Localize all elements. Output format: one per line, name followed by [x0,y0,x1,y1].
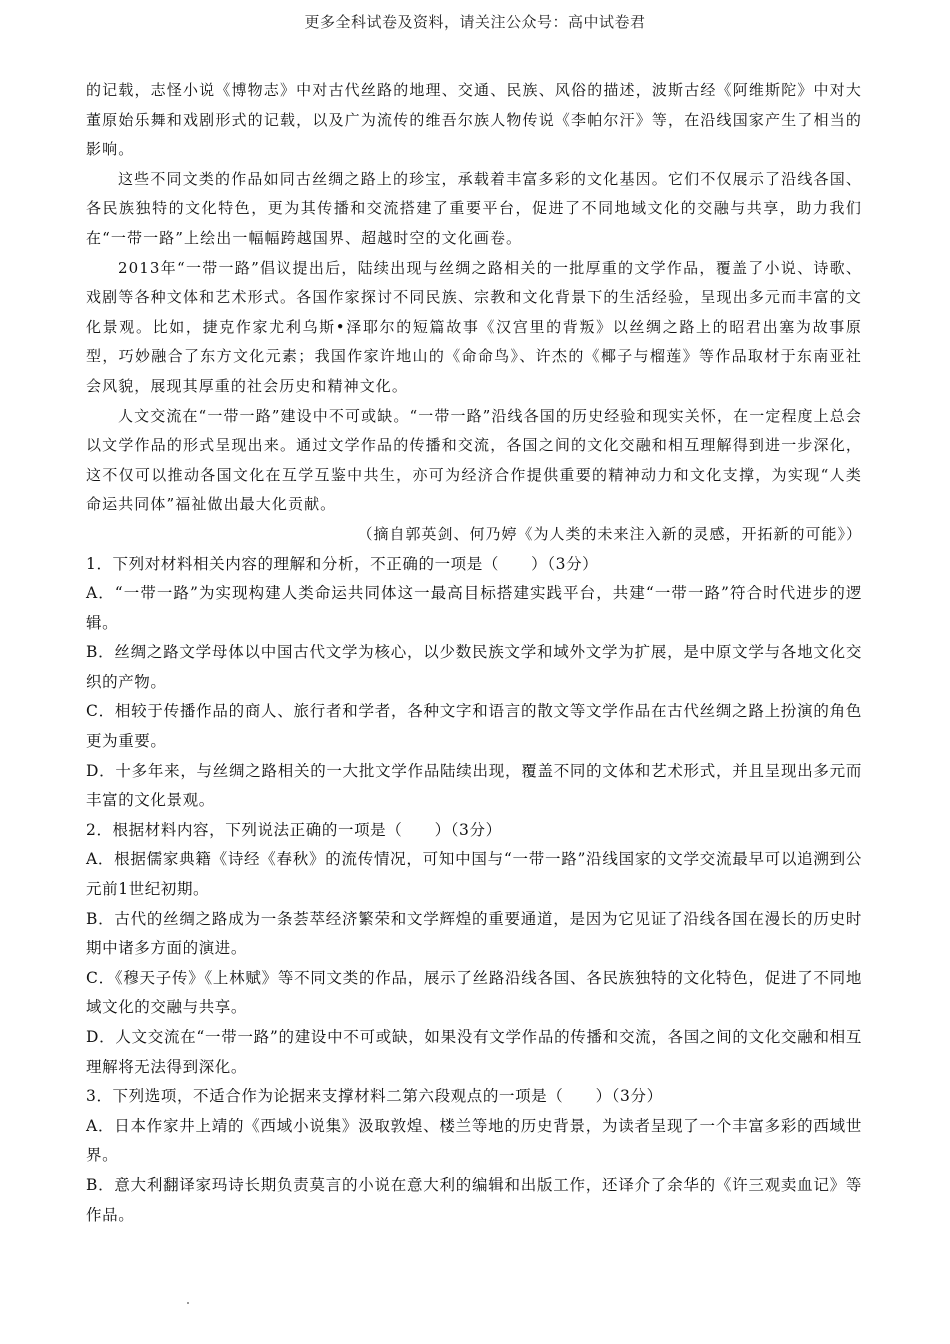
option-b: B．古代的丝绸之路成为一条荟萃经济繁荣和文学辉煌的重要通道，是因为它见证了沿线各国在漫长的历史时期中诸多方面的演进。 [86,909,862,958]
option-d: D．十多年来，与丝绸之路相关的一大批文学作品陆续出现，覆盖不同的文体和艺术形式，并且呈现出多元而丰富的文化景观。 [86,761,862,810]
option-c: C．《穆天子传》《上林赋》等不同文类的作品，展示了丝路沿线各国、各民族独特的文化特色，促进了不同地域文化的交融与共享。 [86,968,862,1017]
question-stem: 2．根据材料内容，下列说法正确的一项是（ ）（3分） [86,820,502,839]
option-a: A．“一带一路”为实现构建人类命运共同体这一最高目标搭建实践平台，共建“一带一路”符合时代进步的逻辑。 [86,584,862,632]
document-body [86,76,862,1230]
passage-paragraph: 的记载，志怪小说《博物志》中对古代丝路的地理、交通、民族、风俗的描述，波斯古经《阿维斯陀》中对大董原始乐舞和戏剧形式的记载，以及广为流传的维吾尔族人物传说《李帕尔汗》等，在沿线国家产生了相当的影响。 [86,81,862,159]
question-3 [86,1082,862,1230]
option-b: B．丝绸之路文学母体以中国古代文学为核心，以少数民族文学和域外文学为扩展，是中原文学与各地文化交织的产物。 [86,643,862,691]
passage-paragraph: 人文交流在“一带一路”建设中不可或缺。“一带一路”沿线各国的历史经验和现实关怀，在一定程度上总会以文学作品的形式呈现出来。通过文学作品的传播和交流，各国之间的文化交融和相互理解得到进一步深化，这不仅可以推动各国文化在互学互鉴中共生，亦可为经济合作提供重要的精神动力和文化支撑，为实现“人类命运共同体”福祉做出最大化贡献。 [86,406,862,514]
question-stem: 3．下列选项，不适合作为论据来支撑材料二第六段观点的一项是（ ）（3分） [86,1087,663,1106]
page-mark [187,1302,189,1304]
passage-paragraph: 2013年“一带一路”倡议提出后，陆续出现与丝绸之路相关的一批厚重的文学作品，覆盖了小说、诗歌、戏剧等各种文体和艺术形式。各国作家探讨不同民族、宗教和文化背景下的生活经验，呈现出多元而丰富的文化景观。比如，捷克作家尤利乌斯•泽耶尔的短篇故事《汉宫里的背叛》以丝绸之路上的昭君出塞为故事原型，巧妙融合了东方文化元素；我国作家许地山的《命命鸟》、许杰的《椰子与榴莲》等作品取材于东南亚社会风貌，展现其厚重的社会历史和精神文化。 [86,258,862,395]
option-c: C．相较于传播作品的商人、旅行者和学者，各种文字和语言的散文等文学作品在古代丝绸之路上扮演的角色更为重要。 [86,702,862,751]
option-d: D．人文交流在“一带一路”的建设中不可或缺，如果没有文学作品的传播和交流，各国之间的文化交融和相互理解将无法得到深化。 [86,1028,862,1076]
question-stem: 1．下列对材料相关内容的理解和分析，不正确的一项是（ ）（3分） [86,554,599,573]
question-1 [86,550,862,816]
question-2 [86,816,862,1082]
page-header: 更多全科试卷及资料，请关注公众号：高中试卷君 [304,13,646,31]
passage-source: （摘自郭英剑、何乃婷《为人类的未来注入新的灵感，开拓新的可能》） [357,524,862,543]
option-b: B．意大利翻译家玛诗长期负责莫言的小说在意大利的编辑和出版工作，还译介了余华的《许三观卖血记》等作品。 [86,1175,862,1224]
option-a: A．根据儒家典籍《诗经《春秋》的流传情况，可知中国与“一带一路”沿线国家的文学交流最早可以追溯到公元前1世纪初期。 [86,850,862,899]
passage-paragraph: 这些不同文类的作品如同古丝绸之路上的珍宝，承载着丰富多彩的文化基因。它们不仅展示了沿线各国、各民族独特的文化特色，更为其传播和交流搭建了重要平台，促进了不同地域文化的交融与共享，助力我们在“一带一路”上绘出一幅幅跨越国界、超越时空的文化画卷。 [86,169,862,247]
option-a: A．日本作家井上靖的《西域小说集》汲取敦煌、楼兰等地的历史背景，为读者呈现了一个丰富多彩的西域世界。 [86,1116,862,1165]
